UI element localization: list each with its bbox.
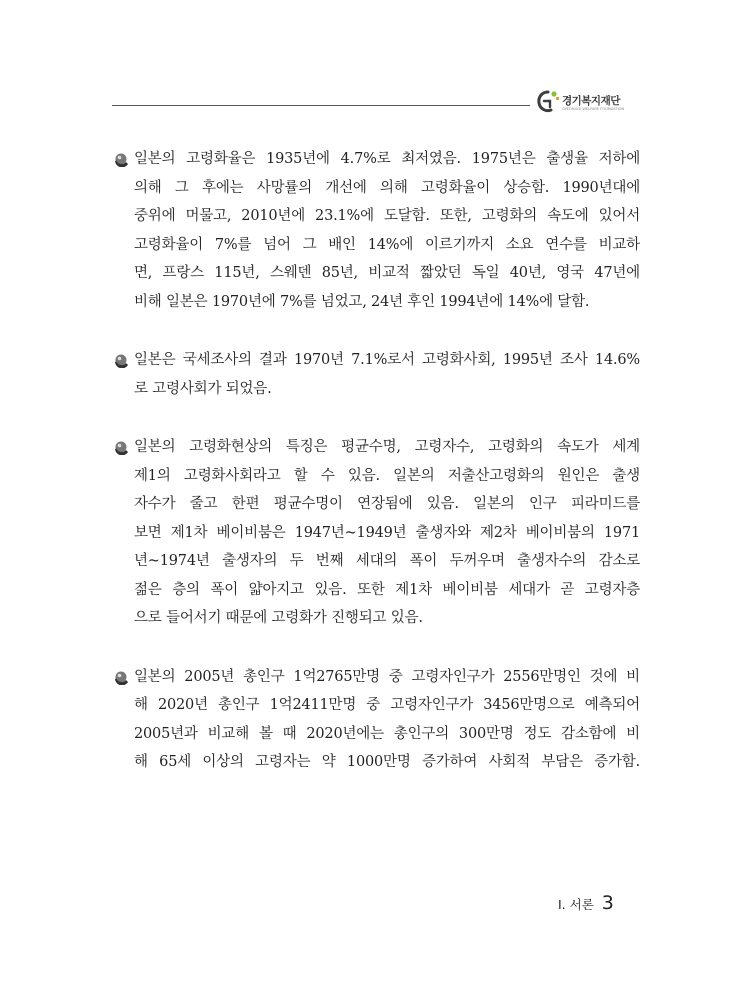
text-line: 2005년과 비교해 볼 때 2020년에는 총인구의 300만명 정도 감소함에 비: [134, 725, 640, 742]
text-line: 면, 프랑스 115년, 스웨덴 85년, 비교적 짧았던 독일 40년, 영국 47년에: [134, 265, 640, 281]
text-line: 일본의 2005년 총인구 1억2765만명 중 고령자인구가 2556만명인 것에 비: [134, 668, 640, 685]
logo-subtext: GYEONGGI WELFARE FOUNDATION: [562, 107, 625, 111]
foundation-logo: [535, 88, 645, 118]
text-line: 자수가 줄고 한편 평균수명이 연장됨에 있음. 일본의 인구 피라미드를: [134, 496, 640, 512]
text-line: 제1의 고령화사회라고 할 수 있음. 일본의 저출산고령화의 원인은 출생: [134, 467, 640, 484]
page-footer: [558, 892, 614, 914]
header-rule: [112, 105, 530, 106]
text-line: 일본은 국세조사의 결과 1970년 7.1%로서 고령화사회, 1995년 조사 14.6%: [134, 352, 640, 368]
bullet-icon: [112, 669, 130, 685]
paragraph-census: [108, 346, 640, 403]
text-line: 보면 제1차 베이비붐은 1947년~1949년 출생자와 제2차 베이비붐의 1971: [134, 524, 640, 541]
text-line: 젊은 층의 폭이 얇아지고 있음. 또한 제1차 베이비붐 세대가 곧 고령자층: [134, 581, 640, 598]
bullet-icon: [112, 439, 130, 455]
paragraph-aging-rate: [108, 145, 640, 316]
text-line: 고령화율이 7%를 넘어 그 배인 14%에 이르기까지 소요 연수를 비교하: [134, 236, 640, 253]
text-line: 일본의 고령화현상의 특징은 평균수명, 고령자수, 고령화의 속도가 세계: [134, 439, 640, 455]
text-line: 일본의 고령화율은 1935년에 4.7%로 최저였음. 1975년은 출생율 저하에: [134, 151, 640, 167]
bullet-icon: [112, 352, 130, 368]
text-line: 으로 들어서기 때문에 고령화가 진행되고 있음.: [134, 610, 423, 626]
logo-text: 경기복지재단: [562, 95, 620, 107]
text-line: 비해 일본은 1970년에 7%를 넘었고, 24년 후인 1994년에 14%에 달함.: [134, 293, 590, 310]
bullet-icon: [112, 151, 130, 167]
paragraph-population-forecast: [108, 663, 640, 777]
text-line: 중위에 머물고, 2010년에 23.1%에 도달함. 또한, 고령화의 속도에 있어서: [134, 208, 640, 224]
document-body: [108, 145, 640, 807]
text-line: 해 2020년 총인구 1억2411만명 중 고령자인구가 3456만명으로 예측되어: [134, 697, 640, 713]
text-line: 해 65세 이상의 고령자는 약 1000만명 증가하여 사회적 부담은 증가함.: [134, 754, 640, 770]
chapter-label: Ⅰ. 서론: [558, 897, 594, 912]
logo-mark-icon: [535, 88, 561, 114]
text-line: 의해 그 후에는 사망률의 개선에 의해 고령화율이 상승함. 1990년대에: [134, 179, 640, 196]
text-line: 년~1974년 출생자의 두 번째 세대의 폭이 두꺼우며 출생자수의 감소로: [134, 553, 640, 569]
page-number: 3: [601, 892, 614, 914]
paragraph-characteristics: [108, 433, 640, 633]
text-line: 로 고령사회가 되었음.: [134, 380, 272, 397]
